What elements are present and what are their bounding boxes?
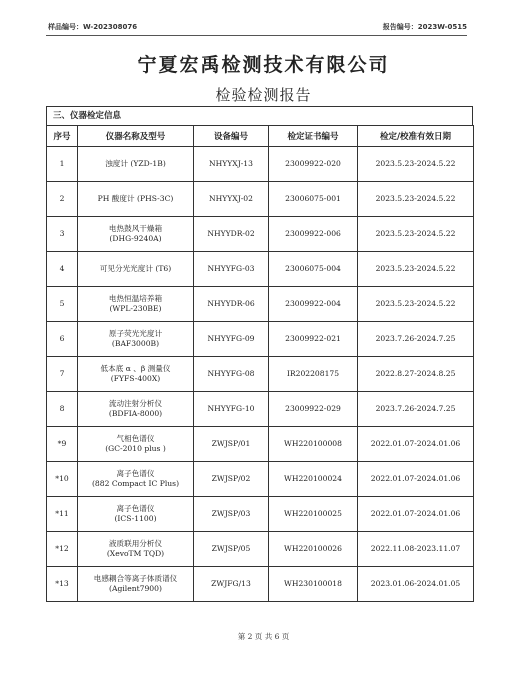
valid-period: 2023.5.23-2024.5.22 xyxy=(358,287,474,322)
instrument-table-container xyxy=(46,106,473,602)
instrument-name-line: 电感耦合等离子体质谱仪 xyxy=(93,574,178,583)
row-number: 3 xyxy=(47,217,78,252)
column-header-valid: 检定/校准有效日期 xyxy=(358,126,474,147)
certificate-number: 23009922-020 xyxy=(269,147,358,182)
header-divider xyxy=(46,35,467,36)
device-number: NHYYFG-08 xyxy=(194,357,269,392)
valid-period: 2022.11.08-2023.11.07 xyxy=(358,532,474,567)
certificate-number: IR202208175 xyxy=(269,357,358,392)
instrument-name-line: 液质联用分析仪 xyxy=(108,539,163,548)
instrument-name xyxy=(78,532,194,567)
table-row xyxy=(47,567,474,602)
instrument-name-line: (ICS-1100) xyxy=(114,514,157,523)
row-number: 1 xyxy=(47,147,78,182)
table-row xyxy=(47,497,474,532)
instrument-name-line: (WPL-230BE) xyxy=(109,304,162,313)
row-number: 7 xyxy=(47,357,78,392)
instrument-name-line: (BAF3000B) xyxy=(111,339,160,348)
instrument-table xyxy=(46,125,474,602)
device-number: NHYYXJ-02 xyxy=(194,182,269,217)
page-footer: 第 2 页 共 6 页 xyxy=(237,632,290,641)
table-row xyxy=(47,392,474,427)
instrument-name-line: (GC-2010 plus ) xyxy=(105,444,166,453)
column-header-name: 仪器名称及型号 xyxy=(78,126,194,147)
certificate-number: WH220100025 xyxy=(269,497,358,532)
instrument-name-line: 低本底 α 、β 测量仪 xyxy=(100,364,171,373)
device-number: ZWJSP/03 xyxy=(194,497,269,532)
certificate-number: 23009922-006 xyxy=(269,217,358,252)
instrument-name xyxy=(78,252,194,287)
table-row xyxy=(47,252,474,287)
table-row xyxy=(47,287,474,322)
table-header-row xyxy=(47,126,474,147)
table-row xyxy=(47,427,474,462)
valid-period: 2023.5.23-2024.5.22 xyxy=(358,217,474,252)
device-number: ZWJSP/02 xyxy=(194,462,269,497)
instrument-name-line: 可见分光光度计 (T6) xyxy=(99,264,172,273)
certificate-number: WH220100008 xyxy=(269,427,358,462)
instrument-name-line: 气相色谱仪 xyxy=(116,434,155,443)
device-number: NHYYDR-06 xyxy=(194,287,269,322)
table-row xyxy=(47,357,474,392)
instrument-name-line: 电热鼓风干燥箱 xyxy=(108,224,163,233)
company-name: 宁夏宏禹检测技术有限公司 xyxy=(137,54,390,76)
device-number: NHYYFG-10 xyxy=(194,392,269,427)
instrument-name-line: 电热恒温培养箱 xyxy=(108,294,163,303)
table-row xyxy=(47,147,474,182)
certificate-number: 23009922-004 xyxy=(269,287,358,322)
valid-period: 2023.5.23-2024.5.22 xyxy=(358,182,474,217)
valid-period: 2023.5.23-2024.5.22 xyxy=(358,147,474,182)
device-number: ZWJFG/13 xyxy=(194,567,269,602)
table-row xyxy=(47,462,474,497)
table-row xyxy=(47,322,474,357)
column-header-cert: 检定证书编号 xyxy=(269,126,358,147)
certificate-number: WH220100026 xyxy=(269,532,358,567)
instrument-name-line: (BDFIA-8000) xyxy=(108,409,163,418)
certificate-number: WH230100018 xyxy=(269,567,358,602)
report-number: 报告编号：2023W-0515 xyxy=(382,23,467,31)
valid-period: 2022.01.07-2024.01.06 xyxy=(358,497,474,532)
row-number: *9 xyxy=(47,427,78,462)
section-title: 三、仪器检定信息 xyxy=(46,106,473,125)
row-number: 6 xyxy=(47,322,78,357)
certificate-number: 23006075-004 xyxy=(269,252,358,287)
instrument-name-line: PH 酸度计 (PHS-3C) xyxy=(97,194,174,203)
sample-number: 样品编号：W-202308076 xyxy=(48,23,138,31)
certificate-number: 23009922-021 xyxy=(269,322,358,357)
row-number: *13 xyxy=(47,567,78,602)
instrument-name-line: (FYFS-400X) xyxy=(110,374,161,383)
valid-period: 2023.7.26-2024.7.25 xyxy=(358,322,474,357)
instrument-name-line: 离子色谱仪 xyxy=(116,469,155,478)
instrument-name xyxy=(78,497,194,532)
row-number: 2 xyxy=(47,182,78,217)
valid-period: 2023.01.06-2024.01.05 xyxy=(358,567,474,602)
row-number: *11 xyxy=(47,497,78,532)
row-number: *10 xyxy=(47,462,78,497)
instrument-name xyxy=(78,287,194,322)
instrument-name xyxy=(78,322,194,357)
instrument-name xyxy=(78,427,194,462)
instrument-name xyxy=(78,462,194,497)
row-number: 5 xyxy=(47,287,78,322)
row-number: 4 xyxy=(47,252,78,287)
certificate-number: 23006075-001 xyxy=(269,182,358,217)
instrument-name xyxy=(78,357,194,392)
device-number: ZWJSP/01 xyxy=(194,427,269,462)
valid-period: 2022.8.27-2024.8.25 xyxy=(358,357,474,392)
instrument-name-line: 浊度计 (YZD-1B) xyxy=(105,159,166,168)
valid-period: 2022.01.07-2024.01.06 xyxy=(358,427,474,462)
instrument-name xyxy=(78,217,194,252)
row-number: *12 xyxy=(47,532,78,567)
device-number: NHYYFG-09 xyxy=(194,322,269,357)
valid-period: 2023.7.26-2024.7.25 xyxy=(358,392,474,427)
row-number: 8 xyxy=(47,392,78,427)
instrument-name-line: (DHG-9240A) xyxy=(109,234,162,243)
table-row xyxy=(47,532,474,567)
instrument-name-line: 离子色谱仪 xyxy=(116,504,155,513)
device-number: ZWJSP/05 xyxy=(194,532,269,567)
valid-period: 2023.5.23-2024.5.22 xyxy=(358,252,474,287)
instrument-name-line: (Agilent7900) xyxy=(109,584,162,593)
table-row xyxy=(47,217,474,252)
device-number: NHYYDR-02 xyxy=(194,217,269,252)
instrument-name-line: (882 Compact IC Plus) xyxy=(91,479,180,488)
instrument-name-line: 原子荧光光度计 xyxy=(108,329,163,338)
instrument-name-line: 流动注射分析仪 xyxy=(108,399,163,408)
certificate-number: WH220100024 xyxy=(269,462,358,497)
instrument-name xyxy=(78,182,194,217)
column-header-no: 序号 xyxy=(47,126,78,147)
valid-period: 2022.01.07-2024.01.06 xyxy=(358,462,474,497)
instrument-name-line: (XevoTM TQD) xyxy=(106,549,165,558)
instrument-name xyxy=(78,567,194,602)
device-number: NHYYFG-03 xyxy=(194,252,269,287)
device-number: NHYYXJ-13 xyxy=(194,147,269,182)
instrument-name xyxy=(78,392,194,427)
instrument-name xyxy=(78,147,194,182)
report-title: 检验检测报告 xyxy=(215,86,312,104)
table-row xyxy=(47,182,474,217)
column-header-device: 设备编号 xyxy=(194,126,269,147)
certificate-number: 23009922-029 xyxy=(269,392,358,427)
